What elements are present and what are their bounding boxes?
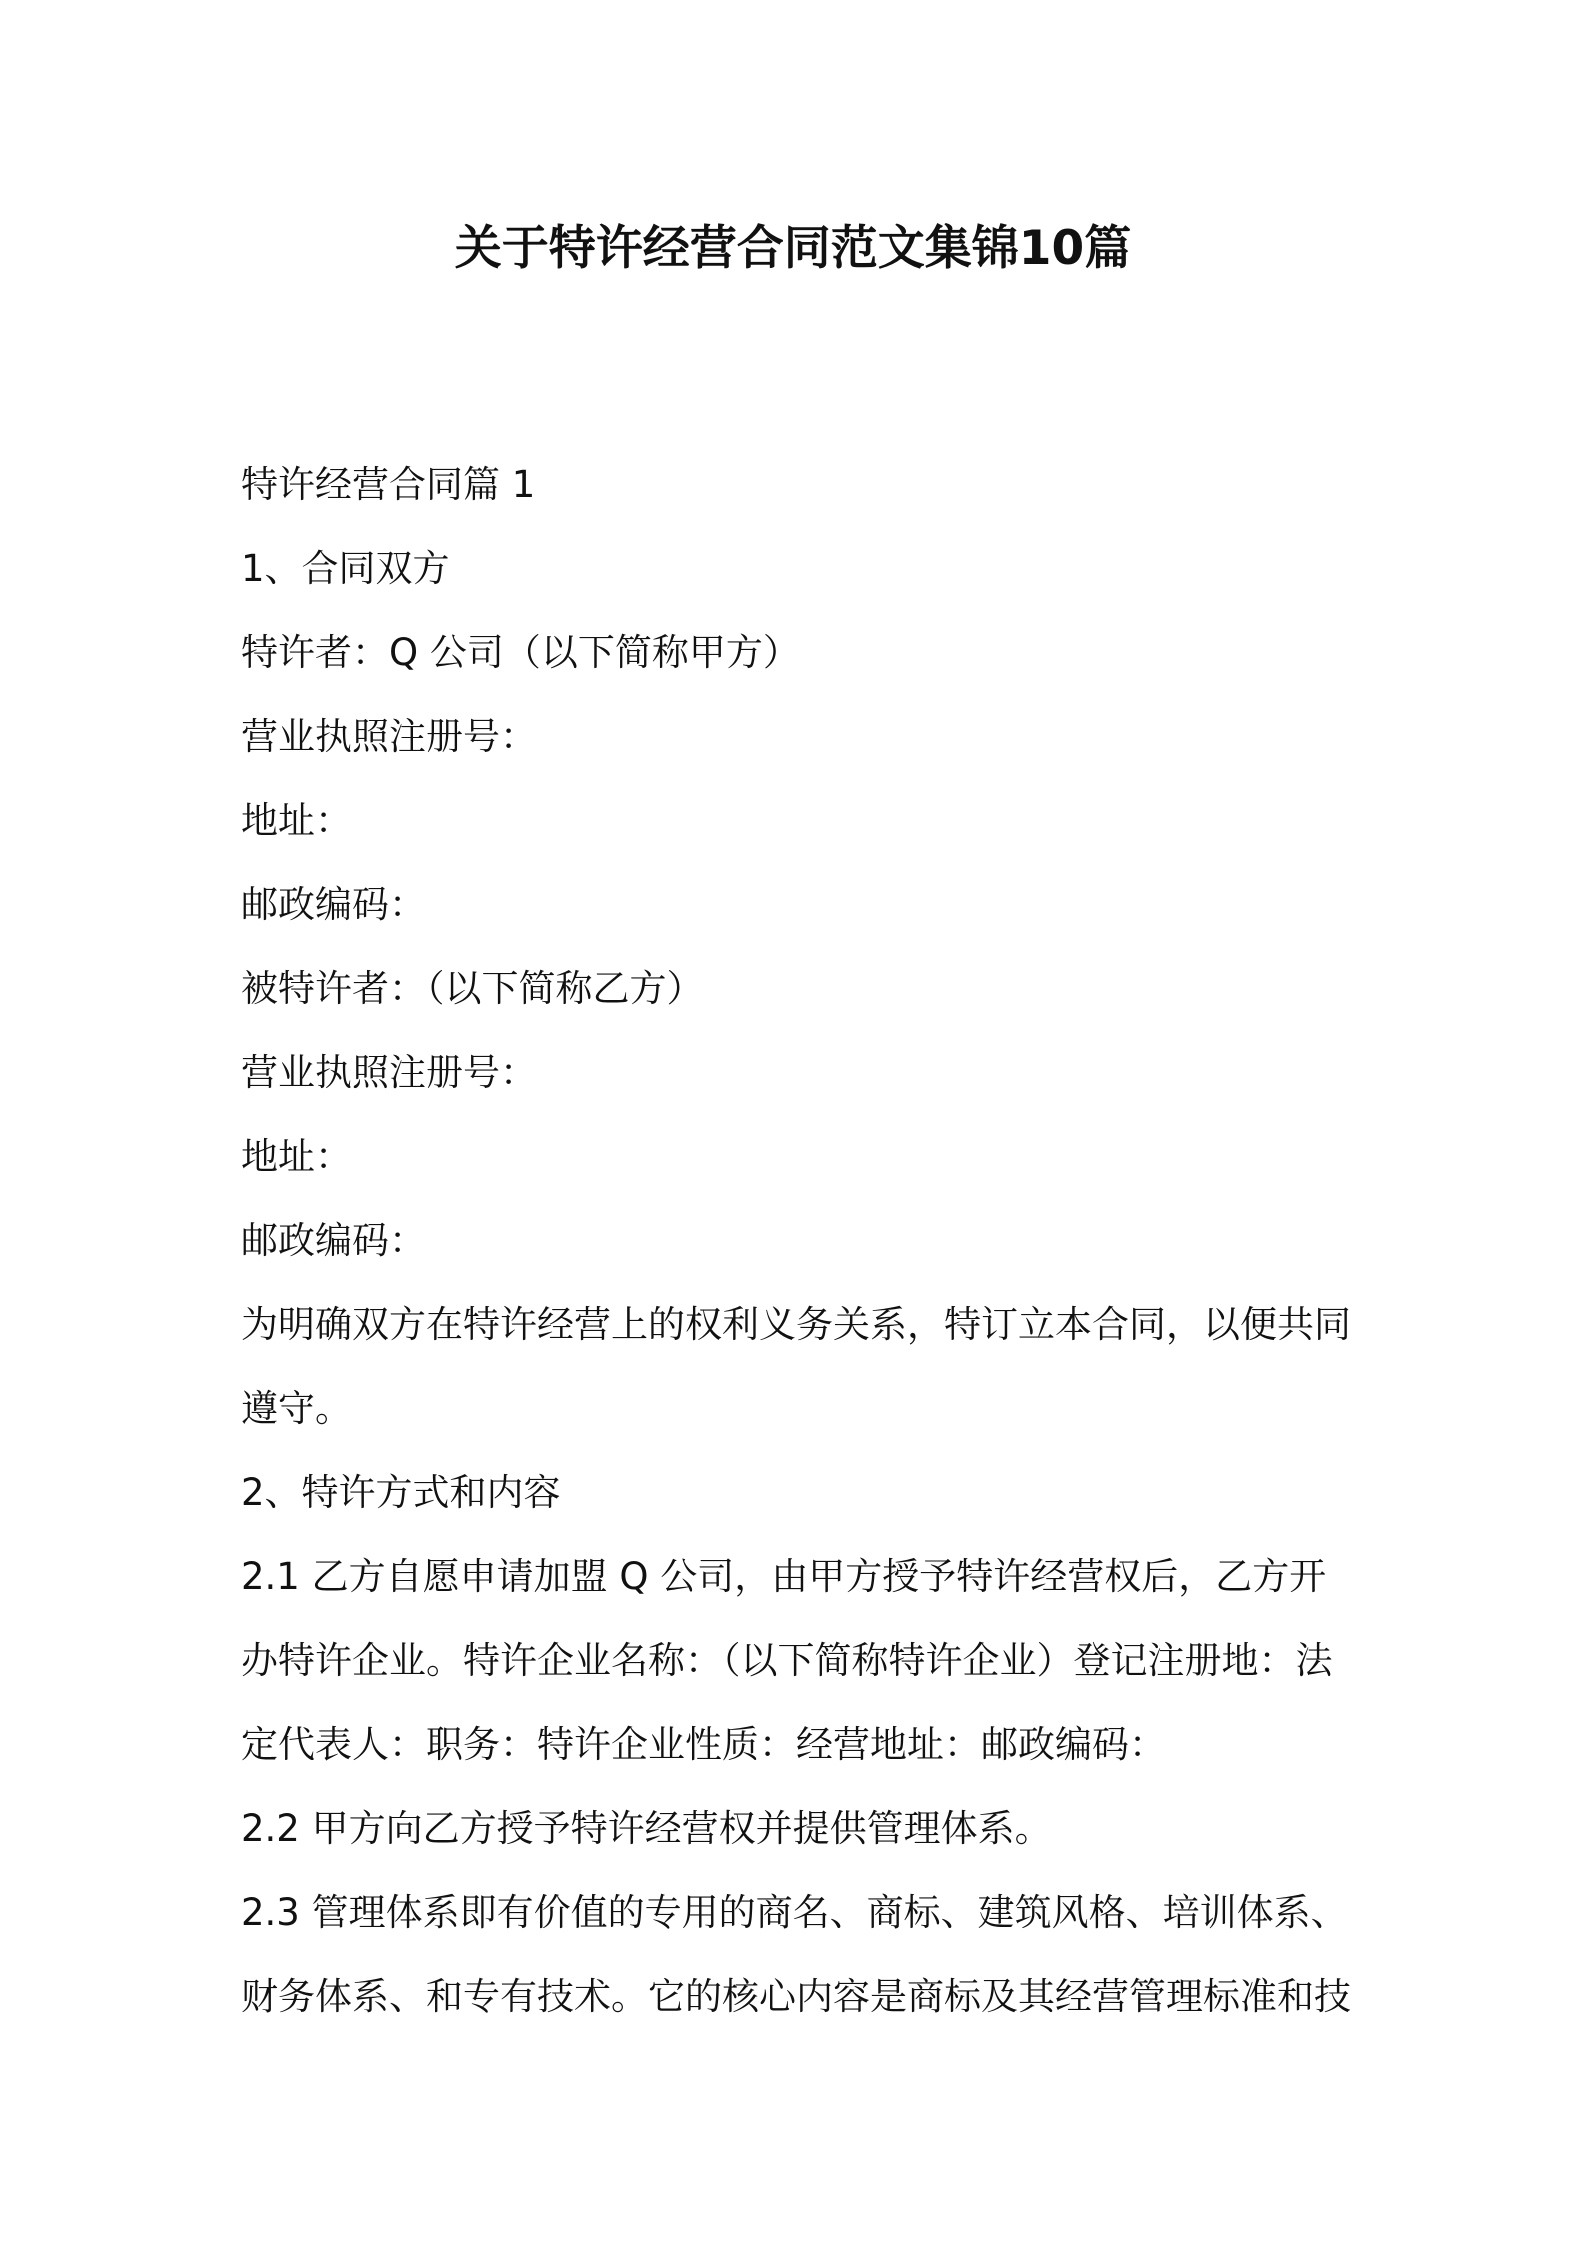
paragraph: 特许者：Q 公司（以下简称甲方） bbox=[241, 631, 800, 674]
paragraph: 营业执照注册号： bbox=[241, 715, 537, 758]
clause-heading: 2、特许方式和内容 bbox=[241, 1471, 561, 1514]
paragraph: 2.3 管理体系即有价值的专用的商名、商标、建筑风格、培训体系、财务体系、和专有技术。它的核心内容是商标及其经营管理标准和技 bbox=[241, 1891, 1351, 2018]
paragraph: 被特许者：（以下简称乙方） bbox=[241, 967, 704, 1010]
document-title: 关于特许经营合同范文集锦10篇 bbox=[454, 221, 1132, 276]
paragraph: 营业执照注册号： bbox=[241, 1051, 537, 1094]
paragraph: 地址： bbox=[241, 1135, 352, 1178]
section-heading: 特许经营合同篇 1 bbox=[241, 463, 536, 506]
paragraph: 为明确双方在特许经营上的权利义务关系，特订立本合同，以便共同遵守。 bbox=[241, 1303, 1351, 1430]
paragraph: 2.1 乙方自愿申请加盟 Q 公司，由甲方授予特许经营权后，乙方开办特许企业。特许企业名称：（以下简称特许企业）登记注册地：法定代表人：职务：特许企业性质：经营地址：邮政编码： bbox=[241, 1555, 1333, 1766]
document-body bbox=[241, 443, 1361, 2039]
clause-heading: 1、合同双方 bbox=[241, 547, 450, 590]
paragraph: 2.2 甲方向乙方授予特许经营权并提供管理体系。 bbox=[241, 1807, 1052, 1850]
paragraph: 邮政编码： bbox=[241, 883, 426, 926]
paragraph: 邮政编码： bbox=[241, 1219, 426, 1262]
paragraph: 地址： bbox=[241, 799, 352, 842]
